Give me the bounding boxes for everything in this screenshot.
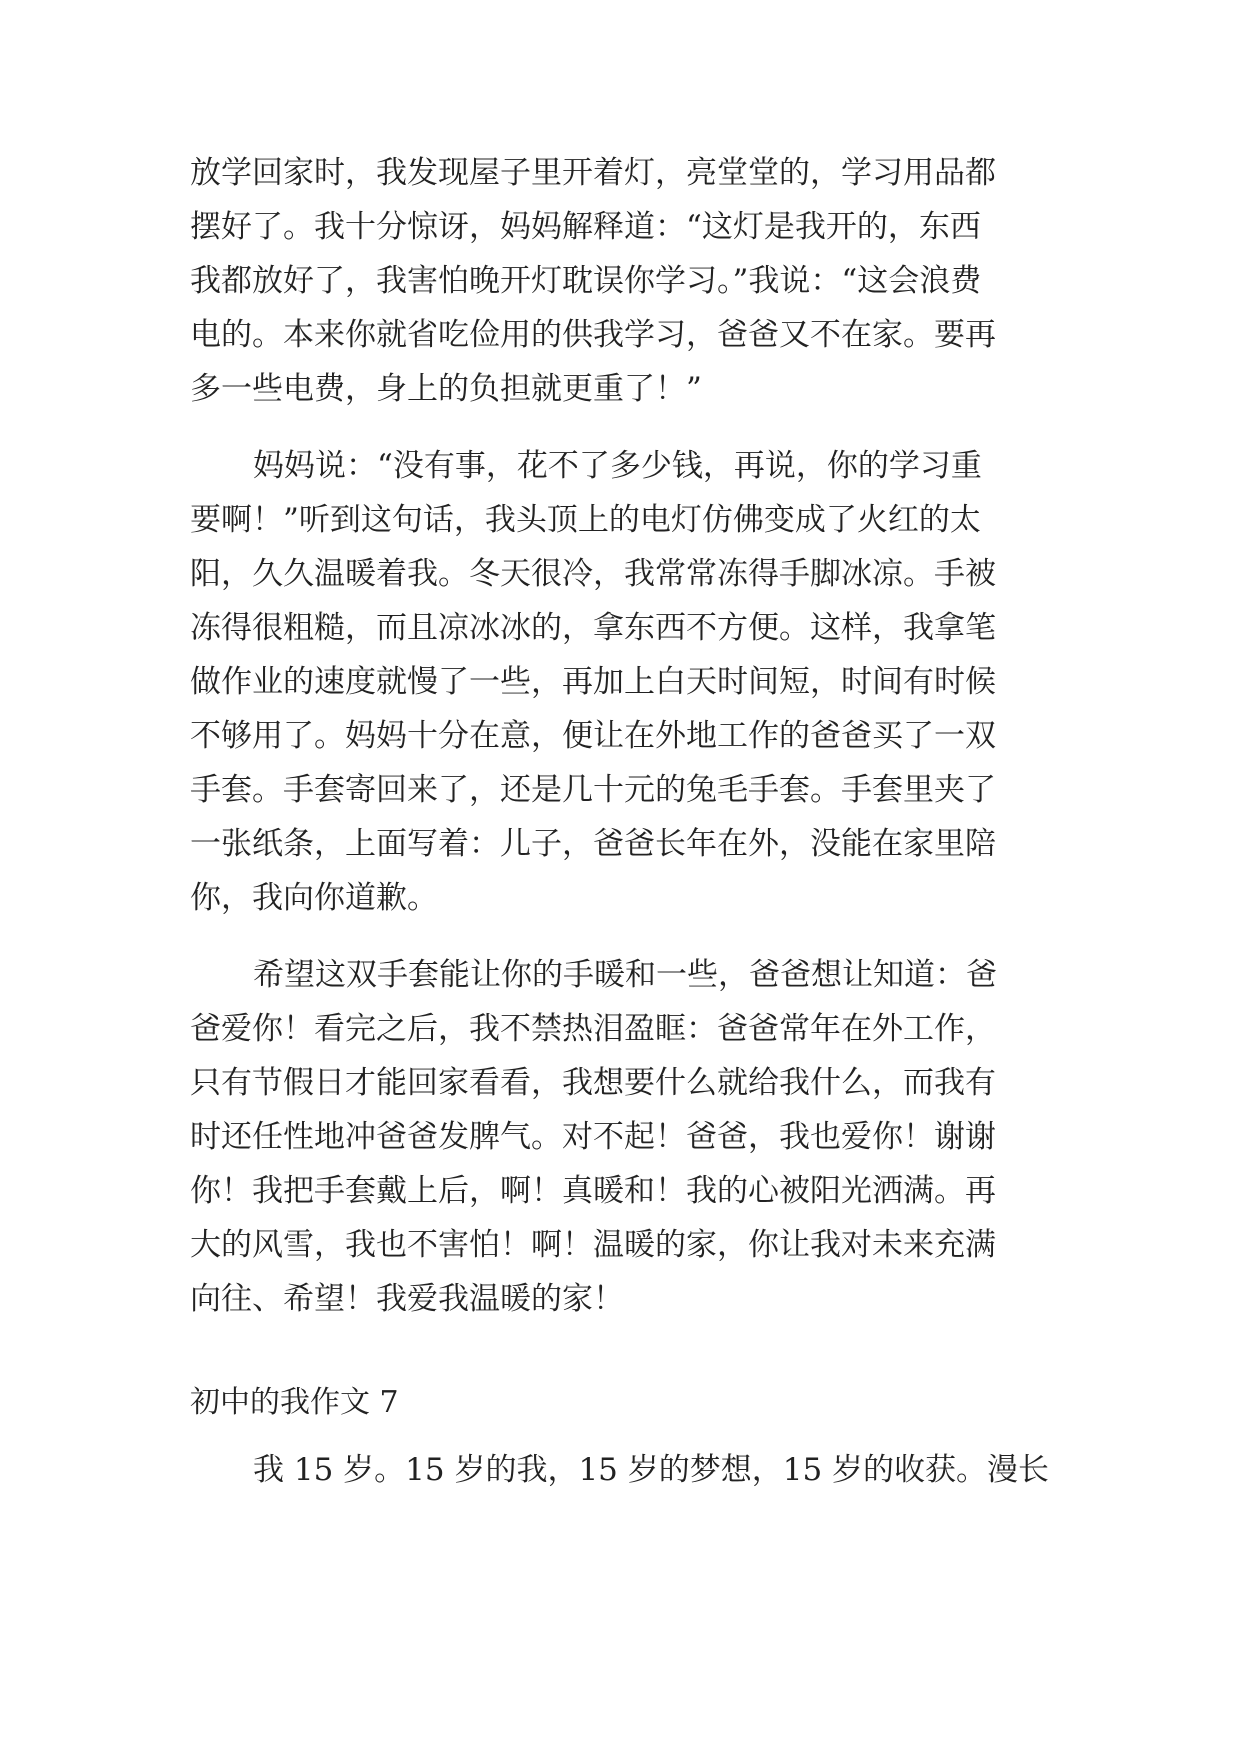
text-line: 时还任性地冲爸爸发脾气。对不起！爸爸，我也爱你！谢谢	[190, 1119, 996, 1155]
paragraph-first-line: 我 15 岁。15 岁的我，15 岁的梦想，15 岁的收获。漫长	[253, 1452, 1050, 1488]
text-line: 你！我把手套戴上后，啊！真暖和！我的心被阳光洒满。再	[190, 1173, 996, 1209]
text-line: 做作业的速度就慢了一些，再加上白天时间短，时间有时候	[190, 664, 996, 700]
text-line: 阳，久久温暖着我。冬天很冷，我常常冻得手脚冰凉。手被	[190, 556, 996, 592]
text-line: 摆好了。我十分惊讶，妈妈解释道：“这灯是我开的，东西	[190, 209, 981, 245]
text-line: 手套。手套寄回来了，还是几十元的兔毛手套。手套里夹了	[190, 772, 996, 808]
text-line: 大的风雪，我也不害怕！啊！温暖的家，你让我对未来充满	[190, 1227, 996, 1263]
text-line: 不够用了。妈妈十分在意，便让在外地工作的爸爸买了一双	[190, 718, 996, 754]
text-line: 冻得很粗糙，而且凉冰冰的，拿东西不方便。这样，我拿笔	[190, 610, 996, 646]
text-line: 一张纸条，上面写着：儿子，爸爸长年在外，没能在家里陪	[190, 826, 996, 862]
text-line: 只有节假日才能回家看看，我想要什么就给我什么，而我有	[190, 1065, 996, 1101]
text-line: 你，我向你道歉。	[190, 880, 438, 916]
text-line: 放学回家时，我发现屋子里开着灯，亮堂堂的，学习用品都	[190, 155, 996, 191]
text-line: 电的。本来你就省吃俭用的供我学习，爸爸又不在家。要再	[190, 317, 996, 353]
text-line: 爸爱你！看完之后，我不禁热泪盈眶：爸爸常年在外工作，	[190, 1011, 996, 1047]
text-line: 多一些电费，身上的负担就更重了！”	[190, 371, 702, 407]
section-heading: 初中的我作文 7	[190, 1385, 399, 1420]
paragraph-first-line: 希望这双手套能让你的手暖和一些，爸爸想让知道：爸	[253, 957, 997, 993]
text-line: 向往、希望！我爱我温暖的家！	[190, 1281, 624, 1317]
text-line: 要啊！”听到这句话，我头顶上的电灯仿佛变成了火红的太	[190, 502, 981, 538]
paragraph-first-line: 妈妈说：“没有事，花不了多少钱，再说，你的学习重	[253, 448, 982, 484]
text-line: 我都放好了，我害怕晚开灯耽误你学习。”我说：“这会浪费	[190, 263, 982, 299]
